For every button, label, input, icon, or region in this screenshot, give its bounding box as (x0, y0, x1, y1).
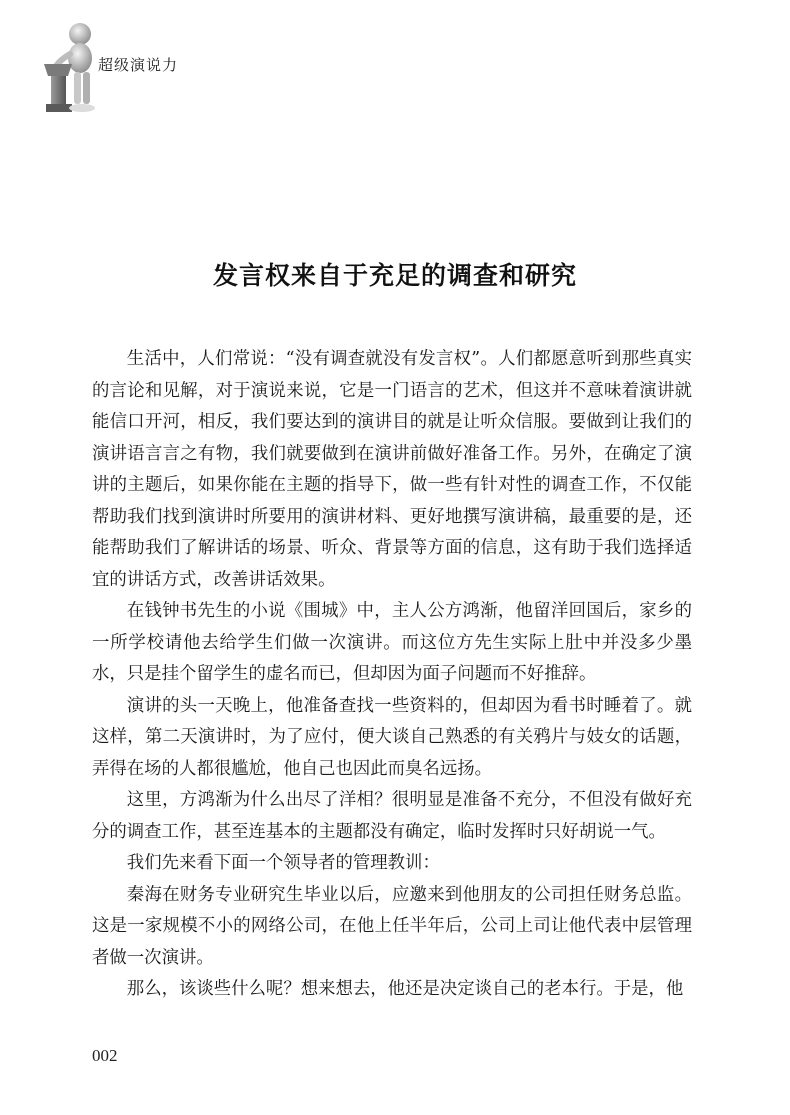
paragraph: 那么，该谈些什么呢？想来想去，他还是决定谈自己的老本行。于是，他 (126, 979, 684, 999)
body-text (92, 344, 692, 1006)
page-header (38, 20, 338, 120)
paragraph: 在钱钟书先生的小说《围城》中，主人公方鸿渐，他留洋回国后，家乡的一所学校请他去给学生们做一次演讲。而这位方先生实际上肚中并没多少墨水，只是挂个留学生的虚名而已，但却因为面子问题而不好推辞。 (92, 601, 692, 684)
paragraph: 我们先来看下面一个领导者的管理教训： (126, 853, 440, 873)
paragraph: 演讲的头一天晚上，他准备查找一些资料的，但却因为看书时睡着了。就这样，第二天演讲时，为了应付，便大谈自己熟悉的有关鸦片与妓女的话题，弄得在场的人都很尴尬，他自己也因此而臭名远扬。 (92, 695, 692, 779)
chapter-title: 发言权来自于充足的调查和研究 (212, 261, 577, 290)
running-head-title: 超级演说力 (98, 56, 179, 74)
paragraph: 秦海在财务专业研究生毕业以后，应邀来到他朋友的公司担任财务总监。这是一家规模不小的网络公司，在他上任半年后，公司上司让他代表中层管理者做一次演讲。 (92, 884, 692, 968)
page-number: 002 (92, 1046, 118, 1065)
paragraph: 生活中，人们常说：“没有调查就没有发言权”。人们都愿意听到那些真实的言论和见解，对于演说来说，它是一门语言的艺术，但这并不意味着演讲就能信口开河，相反，我们要达到的演讲目的就是让听众信服。要做到让我们的演讲语言言之有物，我们就要做到在演讲前做好准备工作。另外，在确定了演讲的主题后，如果你能在主题的指导下，做一些有针对性的调查工作，不仅能帮助我们找到演讲时所要用的演讲材料、更好地撰写演讲稿，最重要的是，还能帮助我们了解讲话的场景、听众、背景等方面的信息，这有助于我们选择适宜的讲话方式，改善讲话效果。 (92, 349, 692, 590)
paragraph: 这里，方鸿渐为什么出尽了洋相？很明显是准备不充分，不但没有做好充分的调查工作，甚至连基本的主题都没有确定，临时发挥时只好胡说一气。 (92, 790, 692, 842)
